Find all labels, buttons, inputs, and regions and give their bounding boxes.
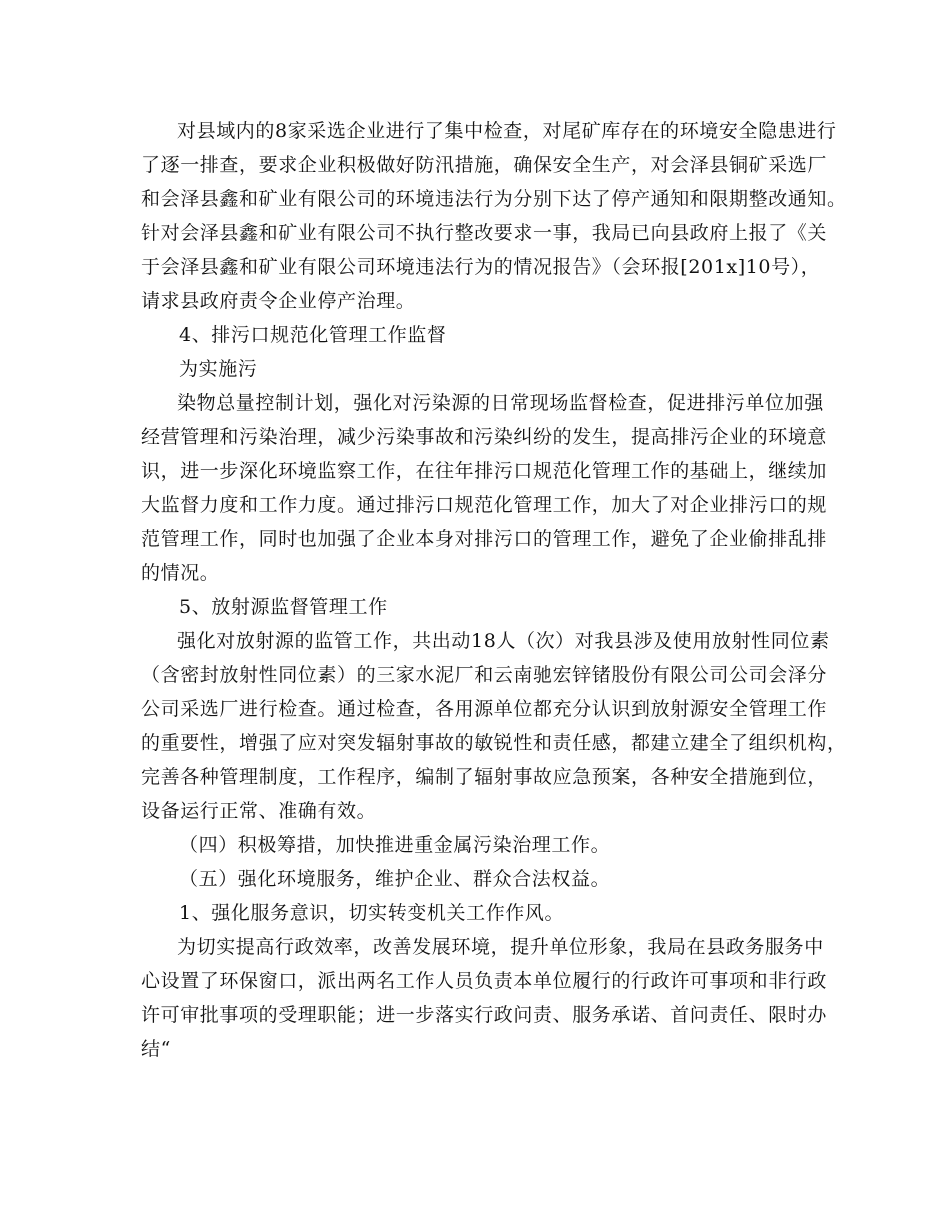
paragraph-line: 心设置了环保窗口，派出两名工作人员负责本单位履行的行政许可事项和非行政 [141, 970, 828, 992]
paragraph-line: 和会泽县鑫和矿业有限公司的环境违法行为分别下达了停产通知和限期整改通知。 [141, 188, 847, 210]
document-body [141, 114, 847, 1066]
paragraph-line: （含密封放射性同位素）的三家水泥厂和云南驰宏锌锗股份有限公司公司会泽分 [141, 664, 828, 686]
section-heading: （五）强化环境服务，维护企业、群众合法权益。 [179, 868, 611, 890]
section-heading: 1、强化服务意识，切实转变机关工作作风。 [179, 902, 565, 924]
paragraph-line: 强化对放射源的监管工作，共出动18人（次）对我县涉及使用放射性同位素 [177, 630, 830, 652]
paragraph-line: 请求县政府责令企业停产治理。 [141, 290, 416, 312]
paragraph-line: 的情况。 [141, 562, 220, 584]
paragraph-line: 许可审批事项的受理职能；进一步落实行政问责、服务承诺、首问责任、限时办 [141, 1004, 828, 1026]
paragraph-line: 针对会泽县鑫和矿业有限公司不执行整改要求一事，我局已向县政府上报了《关 [141, 222, 828, 244]
paragraph-line: 识，进一步深化环境监察工作，在往年排污口规范化管理工作的基础上，继续加 [141, 460, 828, 482]
paragraph-line: 完善各种管理制度，工作程序，编制了辐射事故应急预案，各种安全措施到位， [141, 766, 828, 788]
paragraph-line: 于会泽县鑫和矿业有限公司环境违法行为的情况报告》（会环报[201x]10号）， [141, 256, 821, 278]
paragraph-line: 的重要性，增强了应对突发辐射事故的敏锐性和责任感，都建立建全了组织机构， [141, 732, 847, 754]
section-heading: 4、排污口规范化管理工作监督 [179, 324, 447, 346]
paragraph-line: 染物总量控制计划，强化对污染源的日常现场监督检查，促进排污单位加强 [177, 392, 824, 414]
section-heading: 5、放射源监督管理工作 [179, 596, 388, 618]
section-heading: （四）积极筹措，加快推进重金属污染治理工作。 [179, 834, 611, 856]
paragraph-line: 公司采选厂进行检查。通过检查，各用源单位都充分认识到放射源安全管理工作 [141, 698, 828, 720]
paragraph-line: 设备运行正常、准确有效。 [141, 800, 377, 822]
paragraph-line: 大监督力度和工作力度。通过排污口规范化管理工作，加大了对企业排污口的规 [141, 494, 828, 516]
paragraph-line: 为切实提高行政效率，改善发展环境，提升单位形象，我局在县政务服务中 [177, 936, 824, 958]
paragraph-line: 为实施污 [179, 358, 258, 380]
paragraph-line: 对县域内的8家采选企业进行了集中检查，对尾矿库存在的环境安全隐患进行 [177, 120, 837, 142]
paragraph-line: 范管理工作，同时也加强了企业本身对排污口的管理工作，避免了企业偷排乱排 [141, 528, 828, 550]
paragraph-line: 结“ [141, 1038, 171, 1060]
paragraph-line: 了逐一排查，要求企业积极做好防汛措施，确保安全生产，对会泽县铜矿采选厂 [141, 154, 828, 176]
paragraph-line: 经营管理和污染治理，减少污染事故和污染纠纷的发生，提高排污企业的环境意 [141, 426, 828, 448]
